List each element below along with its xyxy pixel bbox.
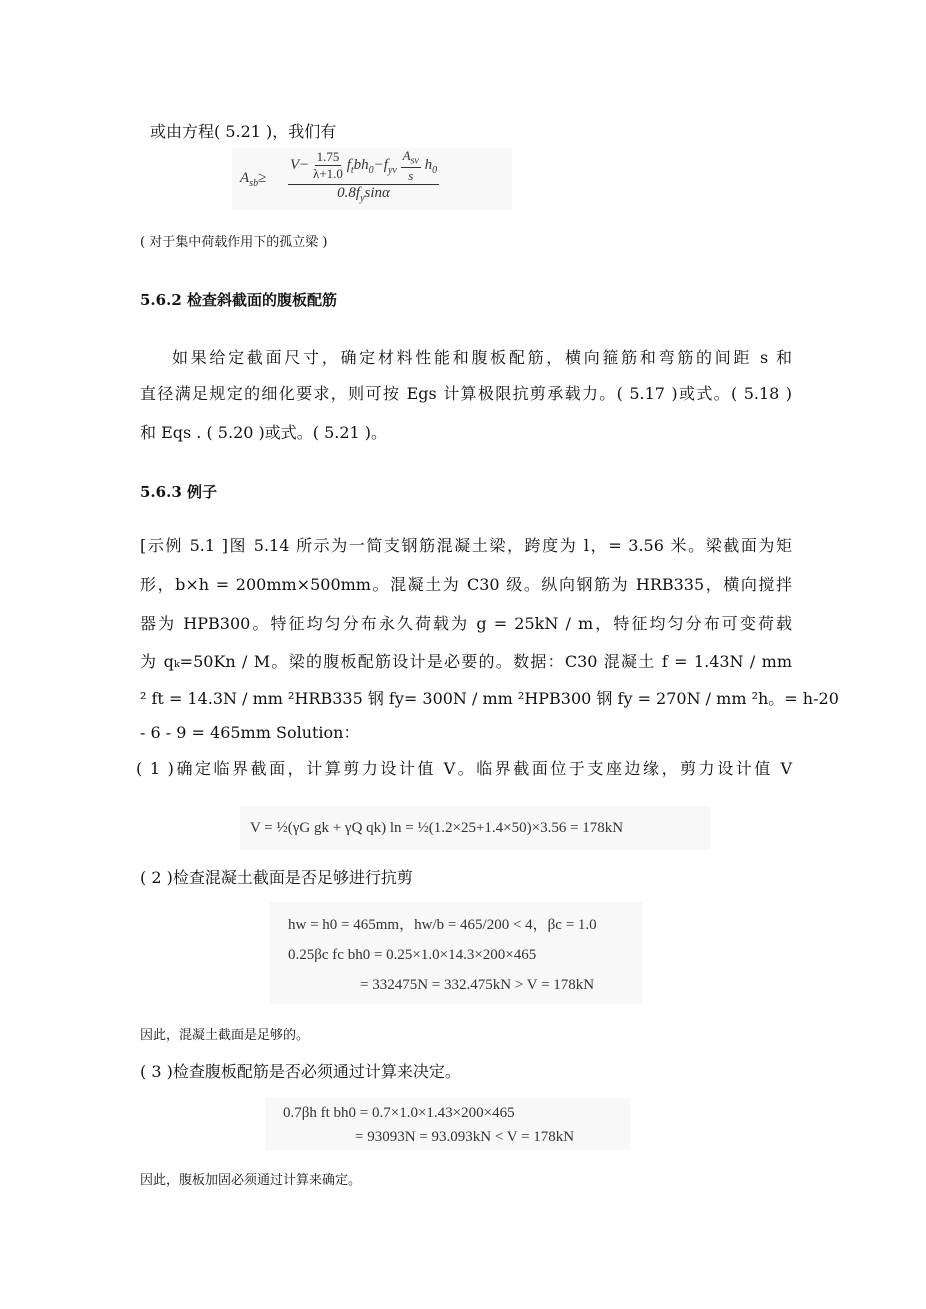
para1-line: 直径满足规定的细化要求，则可按 Egs 计算极限抗剪承载力。( 5.17 )或式。( 5.18 ) (140, 384, 792, 403)
para2-line: - 6 - 9 = 465mm Solution： (140, 723, 360, 742)
formula-shear-v: V = ½(γG gk + γQ qk) ln = ½(1.2×25+1.4×50)×3.56 = 178kN (240, 806, 710, 850)
formula-asb: $A_{sb}\ge$ V− $\frac{1.75}{\lambda+1.0}$ $f_tbh_0-f_{yv}$ $\frac{A_{sv}}{s}$ $h_0$ $0.8f_y\sin\alpha$ (232, 148, 512, 210)
intro-text: 或由方程( 5.21 )，我们有 (150, 122, 337, 141)
formula-web-check (265, 1098, 630, 1150)
para1-line: 和 Eqs . ( 5.20 )或式。( 5.21 )。 (140, 423, 388, 442)
heading-5-6-2: 5.6.2 检查斜截面的腹板配筋 (140, 291, 337, 309)
formula-line: 0.25βc fc bh0 = 0.25×1.0×14.3×200×465 (288, 947, 537, 963)
para2-line: 形，b×h = 200mm×500mm。混凝土为 C30 级。纵向钢筋为 HRB335，横向搅拌 (140, 575, 792, 594)
para2-line: 器为 HPB300。特征均匀分布永久荷载为 g = 25kN / m，特征均匀分布可变荷载 (140, 614, 792, 633)
step3-text: ( 3 )检查腹板配筋是否必须通过计算来决定。 (140, 1062, 461, 1081)
formula-section-check (270, 902, 642, 1004)
note-section-ok: 因此，混凝土截面是足够的。 (140, 1028, 310, 1043)
formula-line: 0.7βh ft bh0 = 0.7×1.0×1.43×200×465 (283, 1105, 515, 1121)
para1-line: 如果给定截面尺寸，确定材料性能和腹板配筋，横向箍筋和弯筋的间距 s 和 (172, 348, 792, 367)
para2-line: ² ft = 14.3N / mm ²HRB335 钢 fy= 300N / mm ²HPB300 钢 fy = 270N / mm ²h。= h-20 (140, 689, 839, 708)
heading-5-6-3: 5.6.3 例子 (140, 483, 217, 501)
formula-line: = 93093N = 93.093kN < V = 178kN (355, 1129, 575, 1145)
para2-line: 为 qₖ=50Kn / M。梁的腹板配筋设计是必要的。数据：C30 混凝土 f = 1.43N / mm (140, 652, 792, 671)
note-isolated-beam: ( 对于集中荷载作用下的孤立梁 ) (140, 235, 328, 250)
para2-line: [示例 5.1 ]图 5.14 所示为一简支钢筋混凝土梁，跨度为 l，= 3.56 米。梁截面为矩 (140, 536, 792, 555)
note-web-calc: 因此，腹板加固必须通过计算来确定。 (140, 1173, 362, 1188)
step1-text: ( 1 )确定临界截面，计算剪力设计值 V。临界截面位于支座边缘，剪力设计值 V (136, 759, 792, 778)
step2-text: ( 2 )检查混凝土截面是否足够进行抗剪 (140, 868, 413, 887)
formula-line: = 332475N = 332.475kN > V = 178kN (360, 977, 595, 993)
formula-line: hw = h0 = 465mm，hw/b = 465/200 < 4，βc = 1.0 (288, 917, 597, 933)
